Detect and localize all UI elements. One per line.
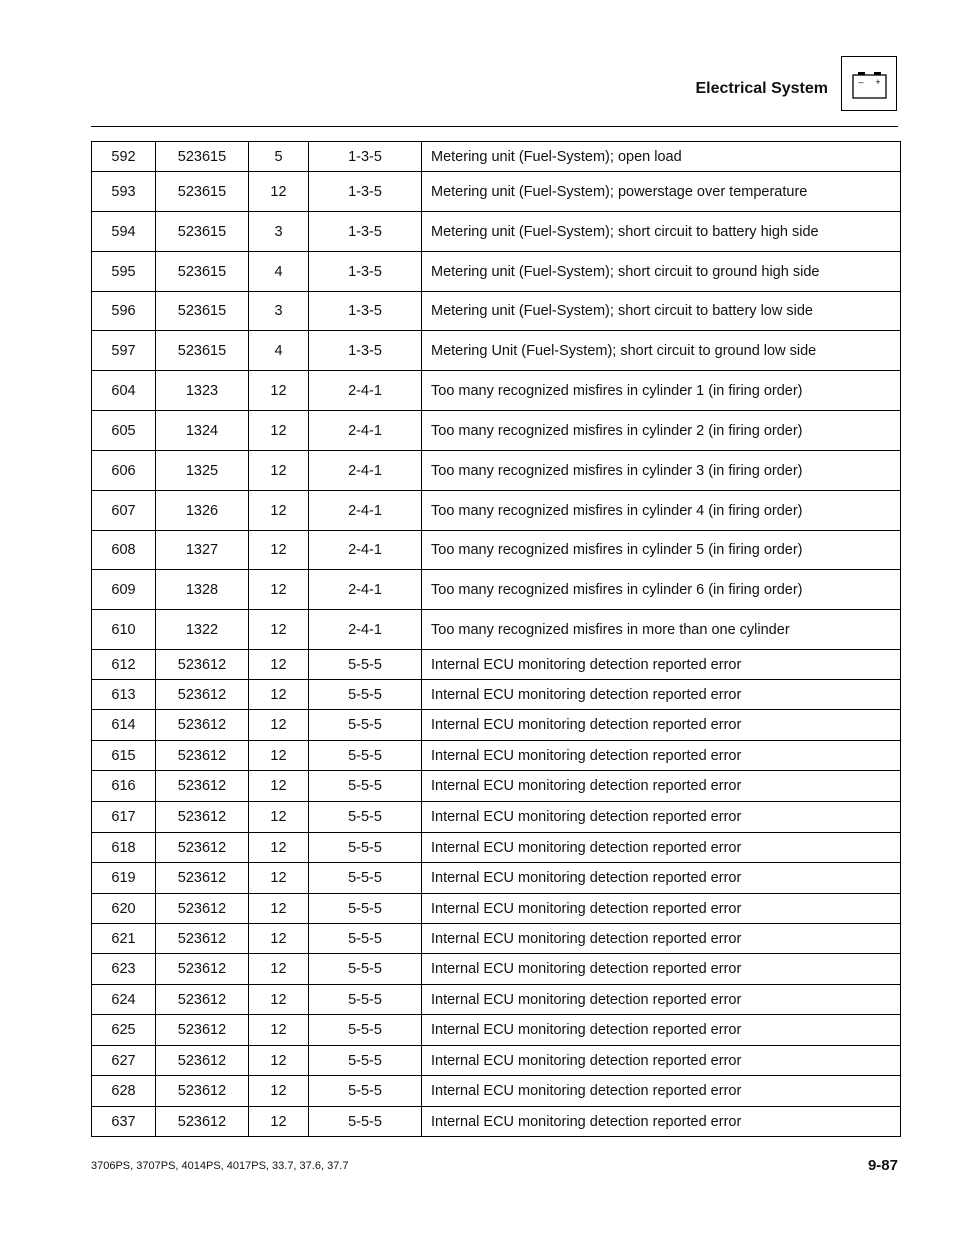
battery-minus-label: – [858, 77, 864, 87]
blink-code-cell: 1-3-5 [309, 331, 422, 371]
fmi-cell: 4 [249, 331, 309, 371]
blink-code-cell: 5-5-5 [309, 1046, 422, 1076]
table-row [92, 802, 901, 833]
blink-code-cell: 5-5-5 [309, 833, 422, 863]
blink-code-cell: 5-5-5 [309, 650, 422, 680]
spn-cell: 523615 [156, 142, 249, 172]
blink-code-cell: 5-5-5 [309, 1107, 422, 1137]
table-row [92, 411, 901, 451]
description-cell: Internal ECU monitoring detection reported error [422, 833, 901, 863]
description-cell: Internal ECU monitoring detection reported error [422, 710, 901, 741]
spn-cell: 523612 [156, 833, 249, 863]
fault-number-cell: 605 [92, 411, 156, 451]
table-row [92, 292, 901, 331]
spn-cell: 523612 [156, 1046, 249, 1076]
fault-number-cell: 628 [92, 1076, 156, 1107]
table-row [92, 1046, 901, 1076]
fault-number-cell: 609 [92, 570, 156, 610]
spn-cell: 523612 [156, 771, 249, 802]
description-cell: Metering Unit (Fuel-System); short circuit to ground low side [422, 331, 901, 371]
fault-number-cell: 625 [92, 1015, 156, 1046]
description-cell: Too many recognized misfires in cylinder 3 (in firing order) [422, 451, 901, 491]
footer-models: 3706PS, 3707PS, 4014PS, 4017PS, 33.7, 37.6, 37.7 [91, 1160, 349, 1172]
description-cell: Internal ECU monitoring detection reported error [422, 680, 901, 710]
blink-code-cell: 1-3-5 [309, 212, 422, 252]
spn-cell: 523615 [156, 172, 249, 212]
table-row [92, 894, 901, 924]
fault-number-cell: 616 [92, 771, 156, 802]
blink-code-cell: 1-3-5 [309, 172, 422, 212]
table-row [92, 172, 901, 212]
fault-code-table [91, 141, 901, 1137]
spn-cell: 523612 [156, 863, 249, 894]
fmi-cell: 12 [249, 833, 309, 863]
fault-number-cell: 621 [92, 924, 156, 954]
fault-number-cell: 627 [92, 1046, 156, 1076]
description-cell: Too many recognized misfires in cylinder 6 (in firing order) [422, 570, 901, 610]
blink-code-cell: 2-4-1 [309, 411, 422, 451]
fmi-cell: 12 [249, 371, 309, 411]
table-row [92, 833, 901, 863]
fmi-cell: 12 [249, 924, 309, 954]
table-row [92, 610, 901, 650]
battery-plus-label: + [875, 77, 881, 87]
description-cell: Too many recognized misfires in cylinder 5 (in firing order) [422, 531, 901, 570]
fault-number-cell: 594 [92, 212, 156, 252]
description-cell: Internal ECU monitoring detection reported error [422, 894, 901, 924]
fmi-cell: 12 [249, 1015, 309, 1046]
spn-cell: 523615 [156, 212, 249, 252]
fmi-cell: 12 [249, 1046, 309, 1076]
header-divider [91, 126, 898, 127]
description-cell: Too many recognized misfires in cylinder 1 (in firing order) [422, 371, 901, 411]
spn-cell: 523612 [156, 741, 249, 771]
table-row [92, 1015, 901, 1046]
fmi-cell: 5 [249, 142, 309, 172]
spn-cell: 523612 [156, 710, 249, 741]
blink-code-cell: 5-5-5 [309, 954, 422, 985]
description-cell: Internal ECU monitoring detection reported error [422, 650, 901, 680]
fault-number-cell: 610 [92, 610, 156, 650]
blink-code-cell: 5-5-5 [309, 1076, 422, 1107]
table-row [92, 531, 901, 570]
table-row [92, 1076, 901, 1107]
description-cell: Metering unit (Fuel-System); open load [422, 142, 901, 172]
table-row [92, 570, 901, 610]
spn-cell: 1325 [156, 451, 249, 491]
fmi-cell: 4 [249, 252, 309, 292]
fault-number-cell: 613 [92, 680, 156, 710]
fmi-cell: 12 [249, 491, 309, 531]
fmi-cell: 12 [249, 771, 309, 802]
fmi-cell: 12 [249, 451, 309, 491]
fault-number-cell: 595 [92, 252, 156, 292]
fmi-cell: 12 [249, 570, 309, 610]
description-cell: Metering unit (Fuel-System); short circuit to ground high side [422, 252, 901, 292]
page-title: Electrical System [695, 80, 828, 97]
description-cell: Internal ECU monitoring detection reported error [422, 1046, 901, 1076]
fmi-cell: 12 [249, 1107, 309, 1137]
fmi-cell: 12 [249, 172, 309, 212]
description-cell: Internal ECU monitoring detection reported error [422, 985, 901, 1015]
table-row [92, 650, 901, 680]
fmi-cell: 12 [249, 802, 309, 833]
spn-cell: 523615 [156, 331, 249, 371]
fmi-cell: 12 [249, 411, 309, 451]
description-cell: Internal ECU monitoring detection reported error [422, 863, 901, 894]
table-row [92, 212, 901, 252]
table-row [92, 924, 901, 954]
fault-number-cell: 597 [92, 331, 156, 371]
fault-number-cell: 612 [92, 650, 156, 680]
blink-code-cell: 5-5-5 [309, 771, 422, 802]
spn-cell: 523615 [156, 292, 249, 331]
fault-number-cell: 596 [92, 292, 156, 331]
spn-cell: 1326 [156, 491, 249, 531]
description-cell: Too many recognized misfires in more than one cylinder [422, 610, 901, 650]
fault-number-cell: 607 [92, 491, 156, 531]
fault-number-cell: 618 [92, 833, 156, 863]
table-row [92, 451, 901, 491]
table-row [92, 491, 901, 531]
spn-cell: 523612 [156, 924, 249, 954]
spn-cell: 1328 [156, 570, 249, 610]
fmi-cell: 12 [249, 1076, 309, 1107]
blink-code-cell: 2-4-1 [309, 531, 422, 570]
fault-number-cell: 606 [92, 451, 156, 491]
fault-number-cell: 604 [92, 371, 156, 411]
fault-number-cell: 637 [92, 1107, 156, 1137]
description-cell: Metering unit (Fuel-System); powerstage over temperature [422, 172, 901, 212]
description-cell: Metering unit (Fuel-System); short circuit to battery low side [422, 292, 901, 331]
spn-cell: 1327 [156, 531, 249, 570]
spn-cell: 523612 [156, 1107, 249, 1137]
table-row [92, 142, 901, 172]
blink-code-cell: 2-4-1 [309, 570, 422, 610]
fmi-cell: 12 [249, 741, 309, 771]
blink-code-cell: 5-5-5 [309, 741, 422, 771]
spn-cell: 523612 [156, 680, 249, 710]
table-row [92, 1107, 901, 1137]
table-row [92, 680, 901, 710]
blink-code-cell: 5-5-5 [309, 924, 422, 954]
table-row [92, 954, 901, 985]
spn-cell: 1324 [156, 411, 249, 451]
battery-icon [841, 56, 897, 111]
description-cell: Internal ECU monitoring detection reported error [422, 924, 901, 954]
description-cell: Metering unit (Fuel-System); short circuit to battery high side [422, 212, 901, 252]
blink-code-cell: 5-5-5 [309, 985, 422, 1015]
spn-cell: 523612 [156, 954, 249, 985]
fmi-cell: 12 [249, 531, 309, 570]
table-row [92, 771, 901, 802]
fault-number-cell: 619 [92, 863, 156, 894]
fmi-cell: 12 [249, 610, 309, 650]
fault-number-cell: 617 [92, 802, 156, 833]
table-row [92, 710, 901, 741]
blink-code-cell: 5-5-5 [309, 894, 422, 924]
description-cell: Internal ECU monitoring detection reported error [422, 1076, 901, 1107]
spn-cell: 523612 [156, 985, 249, 1015]
page-number: 9-87 [867, 1157, 898, 1174]
blink-code-cell: 5-5-5 [309, 802, 422, 833]
fmi-cell: 12 [249, 710, 309, 741]
fault-number-cell: 620 [92, 894, 156, 924]
blink-code-cell: 2-4-1 [309, 371, 422, 411]
fmi-cell: 12 [249, 680, 309, 710]
spn-cell: 523612 [156, 650, 249, 680]
spn-cell: 523612 [156, 802, 249, 833]
table-row [92, 331, 901, 371]
description-cell: Internal ECU monitoring detection reported error [422, 741, 901, 771]
blink-code-cell: 1-3-5 [309, 252, 422, 292]
fault-number-cell: 608 [92, 531, 156, 570]
description-cell: Internal ECU monitoring detection reported error [422, 1107, 901, 1137]
spn-cell: 523615 [156, 252, 249, 292]
fmi-cell: 12 [249, 954, 309, 985]
blink-code-cell: 2-4-1 [309, 451, 422, 491]
blink-code-cell: 5-5-5 [309, 863, 422, 894]
blink-code-cell: 5-5-5 [309, 680, 422, 710]
description-cell: Internal ECU monitoring detection reported error [422, 771, 901, 802]
fmi-cell: 3 [249, 292, 309, 331]
blink-code-cell: 1-3-5 [309, 292, 422, 331]
fmi-cell: 12 [249, 863, 309, 894]
spn-cell: 1323 [156, 371, 249, 411]
blink-code-cell: 2-4-1 [309, 610, 422, 650]
fault-number-cell: 624 [92, 985, 156, 1015]
description-cell: Internal ECU monitoring detection reported error [422, 954, 901, 985]
fault-number-cell: 592 [92, 142, 156, 172]
table-row [92, 371, 901, 411]
spn-cell: 523612 [156, 1076, 249, 1107]
fmi-cell: 12 [249, 985, 309, 1015]
spn-cell: 1322 [156, 610, 249, 650]
spn-cell: 523612 [156, 894, 249, 924]
table-row [92, 863, 901, 894]
fault-number-cell: 623 [92, 954, 156, 985]
table-row [92, 252, 901, 292]
blink-code-cell: 5-5-5 [309, 710, 422, 741]
description-cell: Internal ECU monitoring detection reported error [422, 802, 901, 833]
table-row [92, 985, 901, 1015]
spn-cell: 523612 [156, 1015, 249, 1046]
fault-number-cell: 615 [92, 741, 156, 771]
description-cell: Internal ECU monitoring detection reported error [422, 1015, 901, 1046]
blink-code-cell: 1-3-5 [309, 142, 422, 172]
table-row [92, 741, 901, 771]
description-cell: Too many recognized misfires in cylinder 2 (in firing order) [422, 411, 901, 451]
blink-code-cell: 5-5-5 [309, 1015, 422, 1046]
fmi-cell: 12 [249, 894, 309, 924]
fault-number-cell: 614 [92, 710, 156, 741]
blink-code-cell: 2-4-1 [309, 491, 422, 531]
fmi-cell: 12 [249, 650, 309, 680]
fmi-cell: 3 [249, 212, 309, 252]
description-cell: Too many recognized misfires in cylinder 4 (in firing order) [422, 491, 901, 531]
fault-number-cell: 593 [92, 172, 156, 212]
